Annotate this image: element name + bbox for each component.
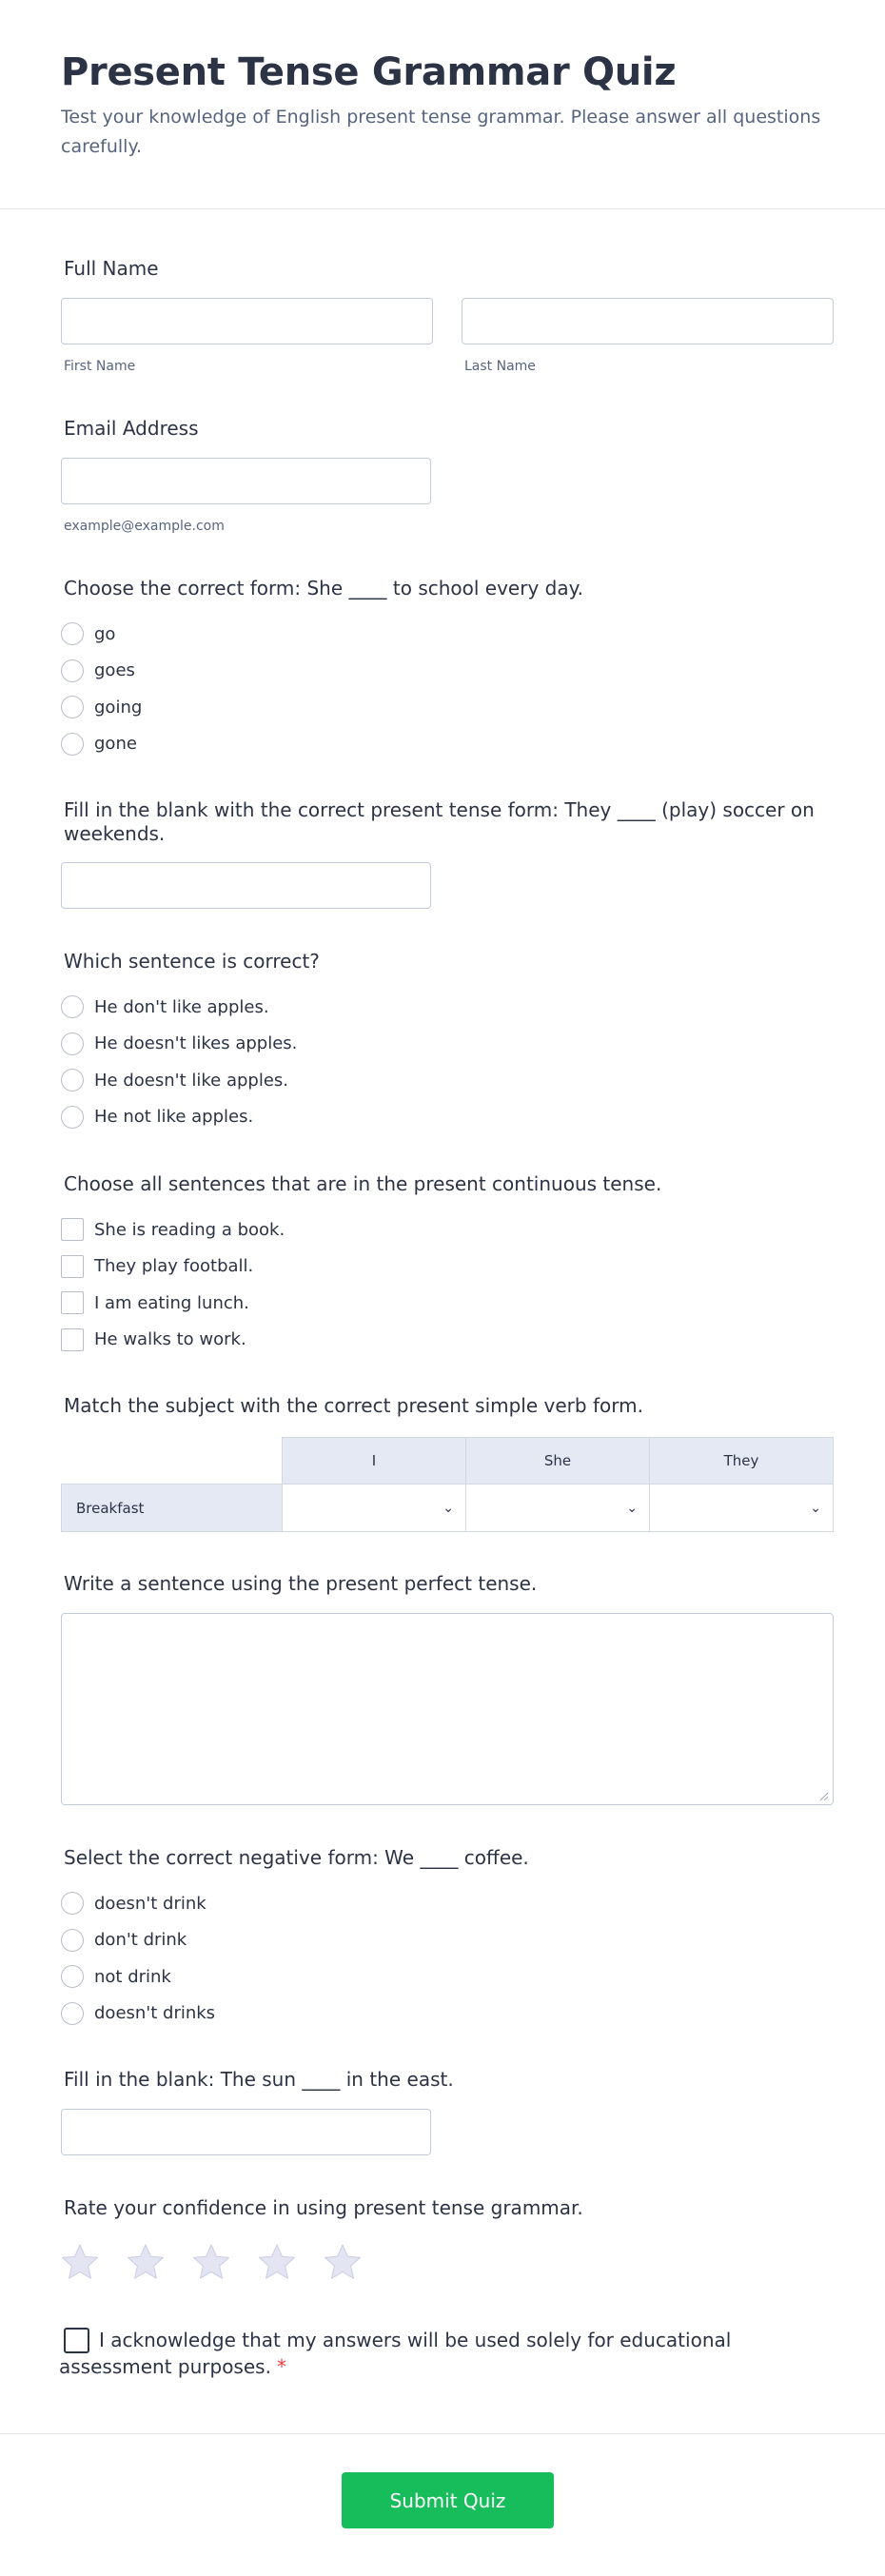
- radio-button[interactable]: [61, 1032, 84, 1055]
- checkbox[interactable]: [61, 1255, 84, 1278]
- star-rating: [61, 2243, 834, 2281]
- chevron-down-icon: ⌄: [442, 1500, 454, 1516]
- option-label: He doesn't like apples.: [94, 1070, 288, 1091]
- option-label: He don't like apples.: [94, 996, 269, 1017]
- matrix-dropdown[interactable]: [466, 1485, 650, 1532]
- question-4-options: [61, 1211, 834, 1358]
- radio-button[interactable]: [61, 733, 84, 756]
- submit-button[interactable]: Submit Quiz: [342, 2472, 554, 2528]
- star-icon[interactable]: [192, 2243, 230, 2281]
- question-7-option[interactable]: [61, 1885, 834, 1922]
- question-2-label: Fill in the blank with the correct present tense form: They ____ (play) soccer on weekends.: [64, 798, 815, 845]
- option-label: They play football.: [94, 1256, 254, 1277]
- radio-button[interactable]: [61, 622, 84, 645]
- question-3-options: [61, 989, 834, 1135]
- radio-button[interactable]: [61, 995, 84, 1018]
- radio-button[interactable]: [61, 659, 84, 682]
- question-7-option[interactable]: [61, 1996, 834, 2033]
- matrix-dropdown[interactable]: [650, 1485, 834, 1532]
- question-6-label: Write a sentence using the present perfect tense.: [64, 1572, 538, 1595]
- resize-grip-icon[interactable]: [819, 1792, 828, 1800]
- option-label: He not like apples.: [94, 1107, 254, 1128]
- acknowledge-field: [61, 2327, 834, 2380]
- star-icon[interactable]: [324, 2243, 362, 2281]
- question-8-label: Fill in the blank: The sun ____ in the east.: [64, 2068, 454, 2091]
- option-label: not drink: [94, 1966, 171, 1987]
- full-name-label: Full Name: [64, 257, 159, 280]
- radio-button[interactable]: [61, 696, 84, 718]
- question-7-option[interactable]: [61, 1922, 834, 1959]
- star-icon[interactable]: [61, 2243, 99, 2281]
- option-label: gone: [94, 734, 137, 755]
- question-9: [61, 2196, 834, 2281]
- question-1: [61, 577, 834, 762]
- last-name-sublabel: Last Name: [464, 359, 536, 374]
- matrix-row-header: Breakfast: [62, 1485, 283, 1532]
- question-2-input[interactable]: [61, 862, 431, 909]
- checkbox[interactable]: [61, 1291, 84, 1314]
- question-3-label: Which sentence is correct?: [64, 950, 320, 973]
- question-3-option[interactable]: [61, 1026, 834, 1063]
- question-4-option[interactable]: [61, 1285, 834, 1322]
- question-5-label: Match the subject with the correct present simple verb form.: [64, 1394, 643, 1417]
- option-label: He doesn't likes apples.: [94, 1033, 298, 1054]
- question-1-option[interactable]: [61, 726, 834, 763]
- option-label: don't drink: [94, 1930, 187, 1951]
- option-label: go: [94, 623, 116, 644]
- matrix-corner: [62, 1438, 283, 1485]
- matrix-dropdown[interactable]: [283, 1485, 466, 1532]
- question-4-option[interactable]: [61, 1322, 834, 1359]
- first-name-sublabel: First Name: [64, 359, 136, 374]
- question-1-option[interactable]: [61, 689, 834, 726]
- acknowledge-label: [59, 2327, 834, 2380]
- option-label: He walks to work.: [94, 1329, 246, 1350]
- question-1-option[interactable]: [61, 653, 834, 690]
- last-name-input[interactable]: [462, 298, 834, 344]
- page-subtitle: Test your knowledge of English present tense grammar. Please answer all questions carefully.: [61, 107, 821, 157]
- question-4-option[interactable]: [61, 1249, 834, 1286]
- question-7-option[interactable]: [61, 1958, 834, 1996]
- footer-divider: [0, 2433, 885, 2434]
- question-3-option[interactable]: [61, 989, 834, 1026]
- question-7-options: [61, 1885, 834, 2032]
- question-8-input[interactable]: [61, 2109, 431, 2155]
- chevron-down-icon: ⌄: [810, 1500, 821, 1516]
- form-header: [0, 0, 885, 209]
- question-4-option[interactable]: [61, 1211, 834, 1249]
- matrix-column-header: I: [283, 1438, 466, 1485]
- question-7: [61, 1846, 834, 2032]
- matrix-table: [61, 1437, 834, 1532]
- checkbox[interactable]: [61, 1328, 84, 1351]
- option-label: going: [94, 697, 143, 718]
- question-6-textarea[interactable]: [61, 1613, 834, 1805]
- matrix-column-header: They: [650, 1438, 834, 1485]
- question-8: [61, 2068, 834, 2155]
- page-title: Present Tense Grammar Quiz: [61, 50, 677, 94]
- radio-button[interactable]: [61, 1929, 84, 1952]
- checkbox[interactable]: [61, 1218, 84, 1241]
- first-name-input[interactable]: [61, 298, 433, 344]
- question-4: [61, 1172, 834, 1358]
- radio-button[interactable]: [61, 1069, 84, 1091]
- option-label: doesn't drinks: [94, 2003, 216, 2024]
- question-7-label: Select the correct negative form: We ____ coffee.: [64, 1846, 529, 1869]
- question-3: [61, 950, 834, 1135]
- question-1-option[interactable]: [61, 616, 834, 653]
- question-5: [61, 1394, 834, 1532]
- option-label: She is reading a book.: [94, 1219, 285, 1240]
- email-input[interactable]: [61, 458, 431, 504]
- matrix-column-header: She: [466, 1438, 650, 1485]
- option-label: I am eating lunch.: [94, 1292, 249, 1313]
- radio-button[interactable]: [61, 1892, 84, 1915]
- question-3-option[interactable]: [61, 1099, 834, 1136]
- question-4-label: Choose all sentences that are in the present continuous tense.: [64, 1172, 662, 1195]
- star-icon[interactable]: [127, 2243, 165, 2281]
- radio-button[interactable]: [61, 1965, 84, 1988]
- email-field: [61, 417, 834, 534]
- chevron-down-icon: ⌄: [626, 1500, 638, 1516]
- radio-button[interactable]: [61, 1106, 84, 1129]
- radio-button[interactable]: [61, 2002, 84, 2025]
- star-icon[interactable]: [258, 2243, 296, 2281]
- option-label: doesn't drink: [94, 1893, 206, 1914]
- email-label: Email Address: [64, 417, 199, 440]
- question-9-label: Rate your confidence in using present tense grammar.: [64, 2196, 583, 2219]
- question-6: [61, 1572, 834, 1805]
- email-sublabel: example@example.com: [64, 519, 225, 534]
- question-1-options: [61, 616, 834, 762]
- required-mark: *: [276, 2355, 286, 2378]
- option-label: goes: [94, 660, 135, 681]
- question-1-label: Choose the correct form: She ____ to school every day.: [64, 577, 583, 600]
- full-name-field: [61, 257, 834, 374]
- question-3-option[interactable]: [61, 1062, 834, 1099]
- acknowledge-text: I acknowledge that my answers will be used solely for educational assessment purposes.: [59, 2329, 732, 2378]
- question-2: [61, 798, 834, 909]
